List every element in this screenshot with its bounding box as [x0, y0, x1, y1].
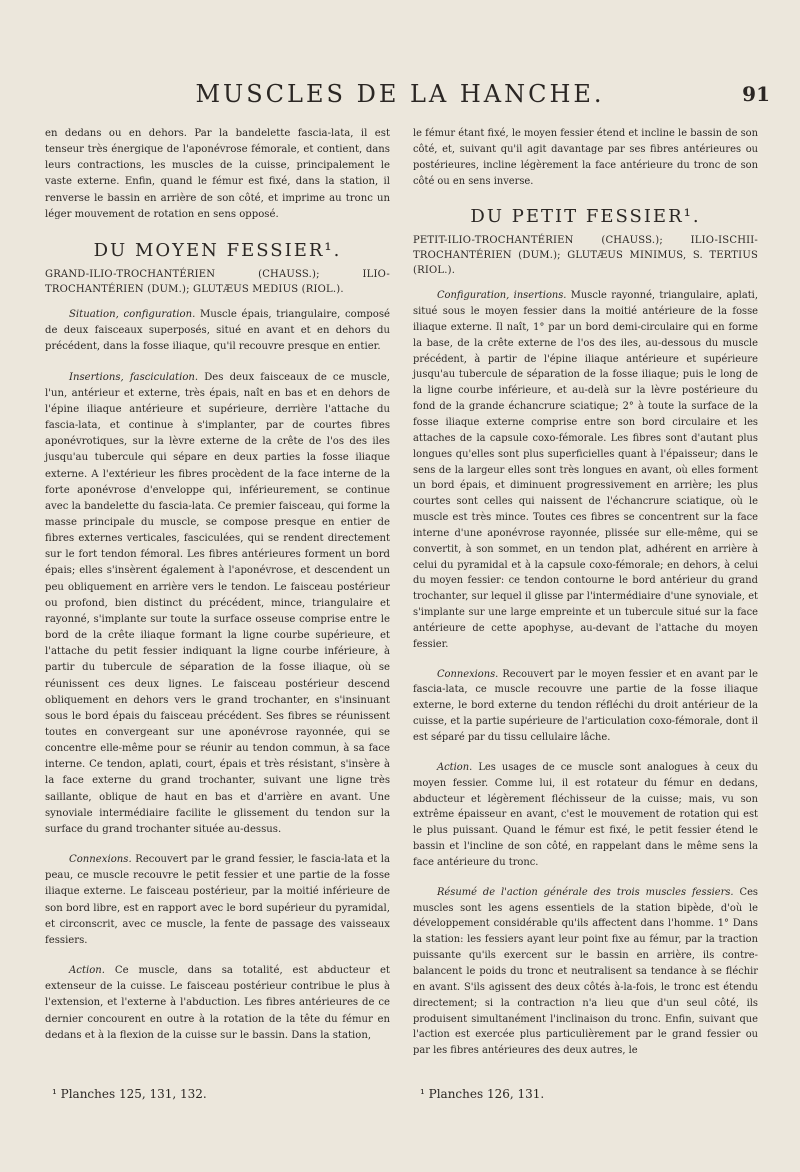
left-footnote: ¹ Planches 125, 131, 132.	[52, 1087, 207, 1101]
insertions-lead: Insertions, fasciculation.	[69, 371, 199, 383]
situation-lead: Situation, configuration.	[69, 309, 196, 321]
situation-paragraph	[45, 307, 390, 355]
right-action-lead: Action.	[437, 761, 473, 773]
running-head	[30, 80, 770, 112]
section-title-petit-fessier: DU PETIT FESSIER¹.	[470, 206, 701, 228]
left-intro-paragraph: en dedans ou en dehors. Par la bandelette fascia-lata, il est tenseur très énergique de l'aponévrose fémorale, et contient, dans leurs contractions, les muscles de la cuisse, principalement le vaste externe. Enfin, quand le fémur est fixé, dans la station, il renverse le bassin en arrière de son côté, et imprime au tronc un léger mouvement de rotation en sens opposé.	[45, 128, 390, 220]
resume-paragraph	[413, 885, 758, 1059]
right-column	[413, 126, 758, 1059]
left-column	[45, 126, 390, 1044]
right-connexions-lead: Connexions.	[437, 668, 499, 680]
left-action-lead: Action.	[69, 965, 106, 977]
left-connexions-paragraph	[45, 852, 390, 949]
insertions-paragraph	[45, 370, 390, 839]
moyen-fessier-synonyms: GRAND-ILIO-TROCHANTÉRIEN (CHAUSS.); ILIO-TROCHANTÉRIEN (DUM.); GLUTÆUS MEDIUS (RIOL.).	[45, 269, 390, 296]
right-connexions-paragraph	[413, 667, 758, 746]
resume-text: Ces muscles sont les agens essentiels de la station bipède, d'où le développement considérable qu'ils affectent dans l'homme. 1° Dans la station: les fessiers ayant leur point fixe au fémur, par la traction puissante qu'ils exercent sur le bassin en arrière, ils contre-balancent le poids du tronc et neutralisent sa tendance à se fléchir en avant. S'ils agissent des deux côtés à-la-fois, le tronc est étendu directement; si la contraction n'a lieu que d'un seul côté, ils produisent simultanément l'inclinaison du tronc. Enfin, suivant que l'action est exercée plus particulièrement par le grand fessier ou par les fibres antérieures des deux autres, le	[413, 886, 758, 1057]
insertions-text: Des deux faisceaux de ce muscle, l'un, antérieur et externe, très épais, naît en bas et en dehors de l'épine iliaque antérieure et supérieure, derrière l'attache du fascia-lata, et continue à s'implanter, par de courtes fibres aponévrotiques, sur la lèvre externe de la crête de l'os des iles jusqu'au tubercule qui sépare en deux parties la fosse iliaque externe. A l'extérieur les fibres procèdent de la face interne de la forte aponévrose d'enveloppe qui, inférieurement, se continue avec la bandelette du fascia-lata. Ce premier faisceau, qui forme la masse principale du muscle, se compose presque en entier de fibres externes verticales, fasciculées, qui se rendent directement sur le fort tendon fémoral. Les fibres antérieures forment un bord épais; elles s'insèrent également à l'aponévrose, et descendent un peu obliquement en arrière vers le tendon. Le faisceau postérieur ou profond, bien distinct du précédent, mince, triangulaire et rayonné, s'implante sur toute la surface osseuse comprise entre le bord de la crête iliaque formant la ligne courbe supérieure, et l'attache du petit fessier indiquant la ligne courbe inférieure, à partir du tubercule de séparation de la fosse iliaque, où se réunissent ces deux lignes. Le faisceau postérieur descend obliquement en dehors vers le grand trochanter, en s'insinuant sous le bord épais du faisceau précédent. Ses fibres se réunissent toutes en convergeant sur une aponévrose rayonnée, qui se concentre elle-même pour se réunir au tendon commun, à sa face interne. Ce tendon, aplati, court, épais et très résistant, s'insère à la face externe du grand trochanter, suivant une ligne très saillante, oblique de haut en bas et d'arrière en avant. Une synoviale intermédiaire facilite le glissement du tendon sur la surface du grand trochanter située au-dessus.	[45, 371, 390, 835]
section-title-moyen-fessier: DU MOYEN FESSIER¹.	[93, 239, 342, 261]
right-action-text: Les usages de ce muscle sont analogues à ceux du moyen fessier. Comme lui, il est rotateur du fémur en dedans, abducteur et légèrement fléchisseur de la cuisse; mais, vu son extrême épaisseur en avant, c'est le mouvement de rotation qui est le plus puissant. Quand le fémur est fixé, le petit fessier étend le bassin et l'incline de son côté, en rappelant dans le même sens la face antérieure du tronc.	[413, 761, 758, 868]
right-footnote: ¹ Planches 126, 131.	[420, 1087, 545, 1101]
configuration-text: Muscle rayonné, triangulaire, aplati, situé sous le moyen fessier dans la moitié antérieure de la fosse iliaque externe. Il naît, 1° par un bord demi-circulaire qui en forme la base, de la crête externe de l'os des iles, au-dessous du muscle précédent, à partir de l'épine iliaque antérieure et supérieure jusqu'au tubercule de séparation de la fosse iliaque; puis le long de la ligne courbe inférieure, et au-delà sur la lèvre postérieure du fond de la grande échancrure sciatique; 2° à toute la surface de la fosse iliaque externe comprise entre son bord circulaire et les attaches de la capsule coxo-fémorale. Les fibres sont d'autant plus longues qu'elles sont plus superficielles quant à l'épaisseur; dans le sens de la largeur elles sont très longues en avant, où elles forment un bord épais, et diminuent progressivement en arrière; les plus courtes sont celles qui naissent de l'échancrure sciatique, où le muscle est très mince. Toutes ces fibres se concentrent sur la face interne d'une aponévrose rayonnée, plissée sur elle-même, qui se convertit, à son sommet, en un tendon plat, adhérent en arrière à celui du pyramidal et à la capsule coxo-fémorale; en dehors, à celui du moyen fessier: ce tendon contourne le bord antérieur du grand trochanter, sur lequel il glisse par l'intermédiaire d'une synoviale, et s'implante sur une large empreinte et un tubercule situé sur la face antérieure de cette apophyse, au-devant de l'attache du moyen fessier.	[413, 290, 758, 650]
left-action-paragraph	[45, 963, 390, 1044]
configuration-paragraph	[413, 288, 758, 652]
left-connexions-text: Recouvert par le grand fessier, le fascia-lata et la peau, ce muscle recouvre le petit fessier et une partie de la fosse iliaque externe. Le faisceau postérieur, par la moitié inférieure de son bord libre, est en rapport avec le bord supérieur du pyramidal, et circonscrit, avec ce muscle, la fente de passage des vaisseaux fessiers.	[45, 854, 390, 946]
petit-fessier-synonyms: PETIT-ILIO-TROCHANTÉRIEN (CHAUSS.); ILIO-ISCHII-TROCHANTÉRIEN (DUM.); GLUTÆUS MINIMUS, S. TERTIUS (RIOL.).	[413, 235, 758, 277]
right-action-paragraph	[413, 760, 758, 871]
left-action-text: Ce muscle, dans sa totalité, est abducteur et extenseur de la cuisse. Le faisceau postérieur contribue le plus à l'extension, et l'externe à l'abduction. Les fibres antérieures de ce dernier concourent en outre à la rotation de la tête du fémur en dedans et à la flexion de la cuisse sur le bassin. Dans la station,	[45, 965, 390, 1041]
right-intro-paragraph: le fémur étant fixé, le moyen fessier étend et incline le bassin de son côté, et, suivant qu'il agit davantage par ses fibres antérieures ou postérieures, incline légèrement la face antérieure du tronc de son côté ou en sens inverse.	[413, 128, 758, 187]
situation-text: Muscle épais, triangulaire, composé de deux faisceaux superposés, situé en avant et en dehors du précédent, dans la fosse iliaque, qu'il recouvre presque en entier.	[45, 309, 391, 353]
running-title: MUSCLES DE LA HANCHE.	[195, 80, 605, 108]
configuration-lead: Configuration, insertions.	[437, 290, 567, 302]
page-number: 91	[742, 82, 770, 106]
right-connexions-text: Recouvert par le moyen fessier et en avant par le fascia-lata, ce muscle recouvre une partie de la fosse iliaque externe, le bord externe du tendon réfléchi du droit antérieur de la cuisse, et la partie supérieure de l'articulation coxo-fémorale, dont il est séparé par du tissu cellulaire lâche.	[413, 668, 758, 743]
resume-lead: Résumé de l'action générale des trois muscles fessiers.	[437, 886, 734, 898]
left-connexions-lead: Connexions.	[69, 854, 132, 866]
